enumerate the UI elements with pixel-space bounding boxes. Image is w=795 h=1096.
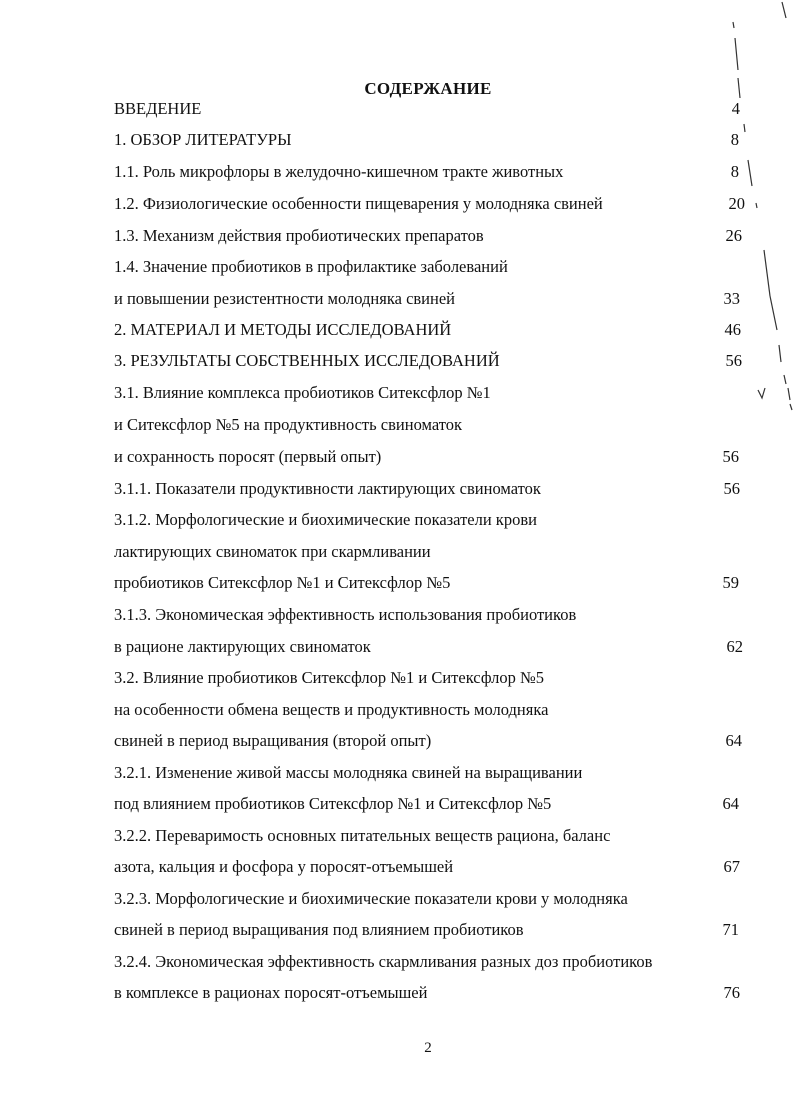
toc-entry-page: 8 bbox=[730, 162, 739, 181]
toc-entry-text: лактирующих свиноматок при скармливании bbox=[114, 542, 431, 561]
toc-entry-text: 1.4. Значение пробиотиков в профилактике заболеваний bbox=[114, 257, 508, 276]
toc-entry-text: пробиотиков Ситексфлор №1 и Ситексфлор №5 bbox=[114, 573, 451, 592]
toc-entry-text: свиней в период выращивания (второй опыт) bbox=[114, 731, 432, 750]
toc-entry-text: 3.2. Влияние пробиотиков Ситексфлор №1 и Ситексфлор №5 bbox=[114, 668, 544, 687]
toc-entry-page: 26 bbox=[725, 226, 742, 245]
toc-entry-text: 1. ОБЗОР ЛИТЕРАТУРЫ bbox=[114, 130, 292, 149]
toc-entry-page: 59 bbox=[722, 573, 739, 592]
toc-entry-text: 3.2.4. Экономическая эффективность скармливания разных доз пробиотиков bbox=[114, 952, 653, 971]
toc-entry-page: 4 bbox=[731, 99, 740, 118]
toc-entry-text: 1.3. Механизм действия пробиотических препаратов bbox=[114, 226, 484, 245]
toc-entry-text: 2. МАТЕРИАЛ И МЕТОДЫ ИССЛЕДОВАНИЙ bbox=[114, 320, 452, 339]
toc-entry-page: 8 bbox=[730, 130, 739, 149]
toc-entry-text: 3. РЕЗУЛЬТАТЫ СОБСТВЕННЫХ ИССЛЕДОВАНИЙ bbox=[114, 351, 500, 370]
toc-entry-text: на особенности обмена веществ и продуктивность молодняка bbox=[114, 700, 549, 719]
toc-entry-text: под влиянием пробиотиков Ситексфлор №1 и Ситексфлор №5 bbox=[114, 794, 552, 813]
toc-entry-page: 56 bbox=[722, 447, 739, 466]
toc-entry-text: в комплексе в рационах поросят-отъемышей bbox=[114, 983, 428, 1002]
toc-entry-text: 1.1. Роль микрофлоры в желудочно-кишечном тракте животных bbox=[114, 162, 564, 181]
toc-entry-page: 64 bbox=[725, 731, 742, 750]
toc-entry-page: 64 bbox=[722, 794, 739, 813]
toc-entry-text: 3.1. Влияние комплекса пробиотиков Ситексфлор №1 bbox=[114, 383, 491, 402]
toc-entry-text: 3.2.2. Переваримость основных питательных веществ рациона, баланс bbox=[114, 826, 611, 845]
toc-entry-page: 46 bbox=[724, 320, 741, 339]
toc-entry-page: 20 bbox=[728, 194, 745, 213]
toc-entry-text: 1.2. Физиологические особенности пищеварения у молодняка свиней bbox=[114, 194, 603, 213]
toc-entry-text: 3.1.1. Показатели продуктивности лактирующих свиноматок bbox=[114, 479, 541, 498]
page-number: 2 bbox=[424, 1040, 432, 1056]
toc-entry-page: 56 bbox=[725, 351, 742, 370]
toc-entry-page: 76 bbox=[723, 983, 740, 1002]
toc-entry-page: 56 bbox=[723, 479, 740, 498]
toc-entry-text: свиней в период выращивания под влиянием пробиотиков bbox=[114, 920, 524, 939]
toc-entry-page: 62 bbox=[726, 637, 743, 656]
toc-entry-text: 3.2.1. Изменение живой массы молодняка свиней на выращивании bbox=[114, 763, 583, 782]
toc-entry-text: и повышении резистентности молодняка свиней bbox=[114, 289, 455, 308]
toc-entry-text: и Ситексфлор №5 на продуктивность свиноматок bbox=[114, 415, 462, 434]
toc-entry-text: ВВЕДЕНИЕ bbox=[114, 99, 202, 118]
toc-entry-text: азота, кальция и фосфора у поросят-отъемышей bbox=[114, 857, 454, 876]
toc-entry-page: 71 bbox=[722, 920, 739, 939]
title: СОДЕРЖАНИЕ bbox=[364, 79, 492, 98]
toc-entry-text: в рационе лактирующих свиноматок bbox=[114, 637, 371, 656]
toc-entry-page: 33 bbox=[723, 289, 740, 308]
toc-entry-page: 67 bbox=[723, 857, 740, 876]
toc-entry-text: 3.1.2. Морфологические и биохимические показатели крови bbox=[114, 510, 537, 529]
toc-entry-text: 3.1.3. Экономическая эффективность использования пробиотиков bbox=[114, 605, 577, 624]
toc-entry-text: и сохранность поросят (первый опыт) bbox=[114, 447, 382, 466]
toc-entry-text: 3.2.3. Морфологические и биохимические показатели крови у молодняка bbox=[114, 889, 628, 908]
